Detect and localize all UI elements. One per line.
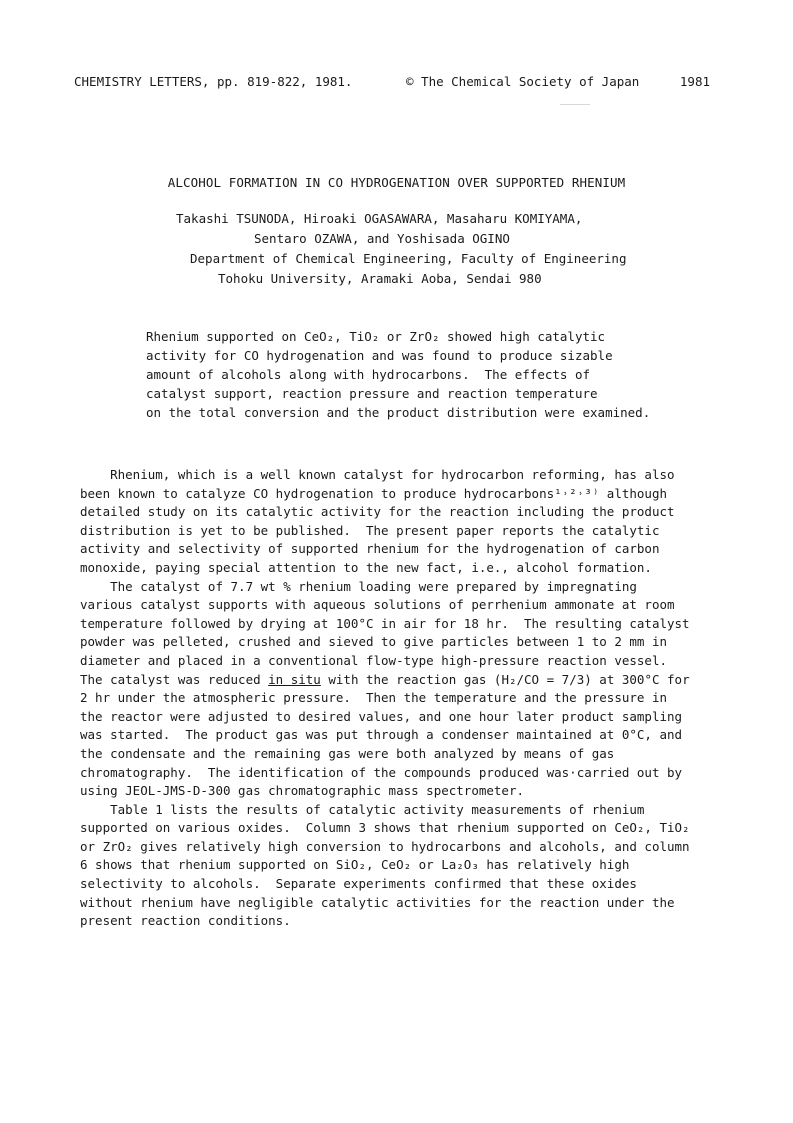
abstract-line: Rhenium supported on CeO₂, TiO₂ or ZrO₂ showed high catalytic: [146, 329, 606, 344]
abstract: [146, 327, 706, 422]
body-line: using JEOL-JMS-D-300 gas chromatographic mass spectrometer.: [80, 783, 525, 799]
body-line: The catalyst was reduced in situ with the reaction gas (H₂/CO = 7/3) at 300°C for: [80, 671, 690, 687]
copyright-notice: © The Chemical Society of Japan: [406, 74, 640, 89]
body-line: Table 1 lists the results of catalytic activity measurements of rhenium: [80, 801, 645, 817]
body-line: Rhenium, which is a well known catalyst for hydrocarbon reforming, has also: [80, 467, 675, 482]
body-line: 2 hr under the atmospheric pressure. Then the temperature and the pressure in: [80, 690, 667, 706]
abstract-line: on the total conversion and the product distribution were examined.: [146, 405, 651, 420]
author-names-line-2: Sentaro OZAWA, and Yoshisada OGINO: [254, 231, 510, 246]
body-line: monoxide, paying special attention to the new fact, i.e., alcohol formation.: [80, 559, 652, 575]
body-line: been known to catalyze CO hydrogenation to produce hydrocarbons¹˒²˒³⁾ although: [80, 485, 667, 501]
affiliation-line-2: Tohoku University, Aramaki Aoba, Sendai 980: [218, 271, 542, 286]
body-line: without rhenium have negligible catalytic activities for the reaction under the: [80, 894, 675, 910]
body-line: supported on various oxides. Column 3 shows that rhenium supported on CeO₂, TiO₂: [80, 820, 690, 836]
abstract-line: catalyst support, reaction pressure and reaction temperature: [146, 386, 598, 401]
body-line: diameter and placed in a conventional flow-type high-pressure reaction vessel.: [80, 652, 667, 668]
body-line: various catalyst supports with aqueous solutions of perrhenium ammonate at room: [80, 597, 675, 613]
abstract-line: activity for CO hydrogenation and was found to produce sizable: [146, 348, 613, 363]
body-line: chromatography. The identification of the compounds produced was·carried out by: [80, 764, 683, 780]
body-text: [80, 466, 720, 931]
journal-citation: CHEMISTRY LETTERS, pp. 819-822, 1981.: [74, 74, 353, 89]
body-line: was started. The product gas was put through a condenser maintained at 0°C, and: [80, 727, 683, 743]
body-line: temperature followed by drying at 100°C in air for 18 hr. The resulting catalyst: [80, 615, 690, 631]
body-line: The catalyst of 7.7 wt % rhenium loading were prepared by impregnating: [80, 578, 637, 594]
body-line: activity and selectivity of supported rhenium for the hydrogenation of carbon: [80, 541, 660, 557]
affiliation-line-1: Department of Chemical Engineering, Faculty of Engineering: [190, 251, 627, 266]
emphasis-in-situ: in situ: [268, 671, 321, 687]
body-line: or ZrO₂ gives relatively high conversion to hydrocarbons and alcohols, and column: [80, 838, 690, 854]
body-line: detailed study on its catalytic activity for the reaction including the product: [80, 504, 675, 520]
author-names-line-1: Takashi TSUNODA, Hiroaki OGASAWARA, Masaharu KOMIYAMA,: [176, 211, 583, 226]
paper-title: ALCOHOL FORMATION IN CO HYDROGENATION OVER SUPPORTED RHENIUM: [167, 175, 626, 190]
body-line: 6 shows that rhenium supported on SiO₂, CeO₂ or La₂O₃ has relatively high: [80, 857, 630, 873]
body-line: present reaction conditions.: [80, 913, 291, 929]
body-line: the condensate and the remaining gas were both analyzed by means of gas: [80, 745, 615, 761]
header-year: 1981: [679, 74, 710, 89]
body-line: selectivity to alcohols. Separate experiments confirmed that these oxides: [80, 876, 637, 892]
body-line: powder was pelleted, crushed and sieved to give particles between 1 to 2 mm in: [80, 634, 667, 650]
body-line: distribution is yet to be published. The present paper reports the catalytic: [80, 522, 660, 538]
abstract-line: amount of alcohols along with hydrocarbons. The effects of: [146, 367, 591, 382]
header-rule: [560, 104, 590, 105]
body-line: the reactor were adjusted to desired values, and one hour later product sampling: [80, 708, 683, 724]
running-header: [74, 74, 710, 92]
